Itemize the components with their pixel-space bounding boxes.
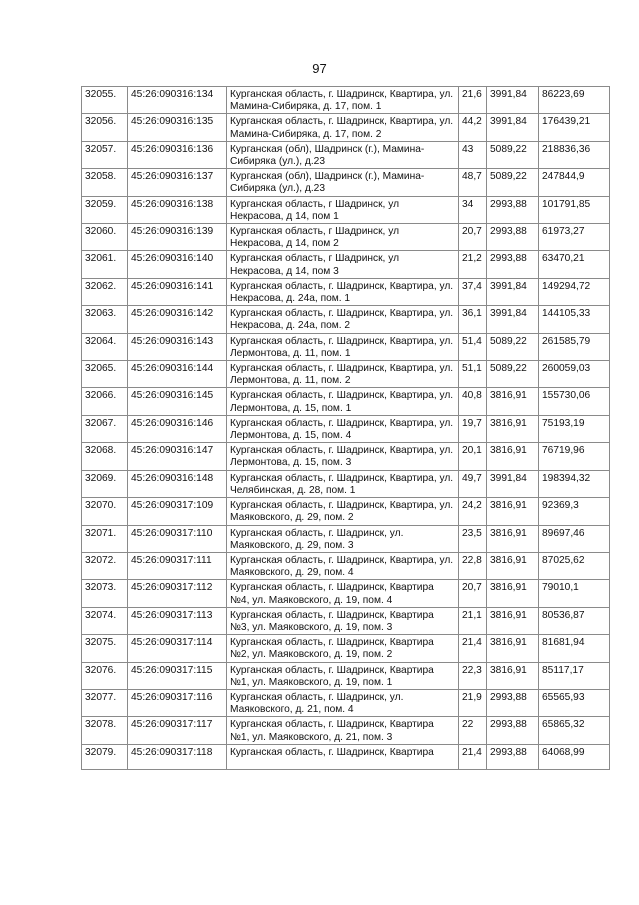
price-per-unit-cell: 2993,88 (487, 196, 539, 223)
area-cell: 43 (459, 141, 487, 168)
address-cell: Курганская область, г. Шадринск, Квартира, ул. Маяковского, д. 29, пом. 4 (227, 552, 459, 579)
price-per-unit-cell: 3816,91 (487, 388, 539, 415)
cadastral-number-cell: 45:26:090316:138 (128, 196, 227, 223)
price-per-unit-cell: 3816,91 (487, 443, 539, 470)
address-cell: Курганская область, г. Шадринск, Квартира №4, ул. Маяковского, д. 19, пом. 4 (227, 580, 459, 607)
area-cell: 20,7 (459, 224, 487, 251)
address-cell: Курганская область, г. Шадринск, Квартира, ул. Лермонтова, д. 11, пом. 2 (227, 361, 459, 388)
row-number-cell: 32067. (82, 415, 128, 442)
price-per-unit-cell: 5089,22 (487, 169, 539, 196)
cadastral-value-cell: 149294,72 (539, 278, 610, 305)
address-cell: Курганская область, г Шадринск, ул Некрасова, д 14, пом 2 (227, 224, 459, 251)
row-number-cell: 32076. (82, 662, 128, 689)
address-cell: Курганская область, г. Шадринск, Квартира, ул. Некрасова, д. 24а, пом. 1 (227, 278, 459, 305)
row-number-cell: 32070. (82, 498, 128, 525)
price-per-unit-cell: 5089,22 (487, 141, 539, 168)
cadastral-number-cell: 45:26:090316:140 (128, 251, 227, 278)
cadastral-number-cell: 45:26:090316:148 (128, 470, 227, 497)
cadastral-number-cell: 45:26:090317:111 (128, 552, 227, 579)
price-per-unit-cell: 3816,91 (487, 635, 539, 662)
row-number-cell: 32055. (82, 87, 128, 114)
cadastral-number-cell: 45:26:090316:146 (128, 415, 227, 442)
price-per-unit-cell: 5089,22 (487, 361, 539, 388)
price-per-unit-cell: 2993,88 (487, 224, 539, 251)
address-cell: Курганская область, г Шадринск, ул Некрасова, д 14, пом 3 (227, 251, 459, 278)
cadastral-number-cell: 45:26:090317:112 (128, 580, 227, 607)
area-cell: 34 (459, 196, 487, 223)
table-row (82, 87, 610, 114)
cadastral-number-cell: 45:26:090316:144 (128, 361, 227, 388)
row-number-cell: 32069. (82, 470, 128, 497)
row-number-cell: 32066. (82, 388, 128, 415)
table-row (82, 607, 610, 634)
area-cell: 21,1 (459, 607, 487, 634)
cadastral-value-cell: 87025,62 (539, 552, 610, 579)
area-cell: 40,8 (459, 388, 487, 415)
cadastral-number-cell: 45:26:090317:110 (128, 525, 227, 552)
address-cell: Курганская область, г Шадринск, ул Некрасова, д 14, пом 1 (227, 196, 459, 223)
area-cell: 21,4 (459, 635, 487, 662)
area-cell: 24,2 (459, 498, 487, 525)
address-cell: Курганская область, г. Шадринск, Квартира №1, ул. Маяковского, д. 19, пом. 1 (227, 662, 459, 689)
address-cell: Курганская область, г. Шадринск, Квартира, ул. Лермонтова, д. 15, пом. 1 (227, 388, 459, 415)
cadastral-value-cell: 198394,32 (539, 470, 610, 497)
cadastral-number-cell: 45:26:090316:135 (128, 114, 227, 141)
price-per-unit-cell: 3991,84 (487, 306, 539, 333)
cadastral-value-cell: 261585,79 (539, 333, 610, 360)
row-number-cell: 32073. (82, 580, 128, 607)
cadastral-value-cell: 81681,94 (539, 635, 610, 662)
price-per-unit-cell: 2993,88 (487, 689, 539, 716)
row-number-cell: 32075. (82, 635, 128, 662)
row-number-cell: 32063. (82, 306, 128, 333)
cadastral-value-cell: 92369,3 (539, 498, 610, 525)
address-cell: Курганская область, г. Шадринск, ул. Маяковского, д. 29, пом. 3 (227, 525, 459, 552)
cadastral-value-cell: 89697,46 (539, 525, 610, 552)
area-cell: 21,4 (459, 744, 487, 770)
table-row (82, 662, 610, 689)
cadastral-number-cell: 45:26:090316:137 (128, 169, 227, 196)
address-cell: Курганская (обл), Шадринск (г.), Мамина-Сибиряка (ул.), д.23 (227, 169, 459, 196)
area-cell: 22 (459, 717, 487, 744)
cadastral-number-cell: 45:26:090317:114 (128, 635, 227, 662)
area-cell: 21,6 (459, 87, 487, 114)
table-row (82, 635, 610, 662)
price-per-unit-cell: 2993,88 (487, 744, 539, 770)
area-cell: 21,2 (459, 251, 487, 278)
area-cell: 36,1 (459, 306, 487, 333)
cadastral-number-cell: 45:26:090317:115 (128, 662, 227, 689)
row-number-cell: 32056. (82, 114, 128, 141)
cadastral-value-cell: 61973,27 (539, 224, 610, 251)
cadastral-value-cell: 79010,1 (539, 580, 610, 607)
table-row (82, 689, 610, 716)
page-number: 97 (312, 61, 327, 76)
area-cell: 44,2 (459, 114, 487, 141)
row-number-cell: 32061. (82, 251, 128, 278)
cadastral-value-cell: 85117,17 (539, 662, 610, 689)
table-row (82, 224, 610, 251)
row-number-cell: 32071. (82, 525, 128, 552)
address-cell: Курганская область, г. Шадринск, Квартира №2, ул. Маяковского, д. 19, пом. 2 (227, 635, 459, 662)
row-number-cell: 32074. (82, 607, 128, 634)
table-row (82, 333, 610, 360)
address-cell: Курганская область, г. Шадринск, Квартира, ул. Некрасова, д. 24а, пом. 2 (227, 306, 459, 333)
row-number-cell: 32057. (82, 141, 128, 168)
row-number-cell: 32077. (82, 689, 128, 716)
cadastral-value-cell: 144105,33 (539, 306, 610, 333)
row-number-cell: 32058. (82, 169, 128, 196)
area-cell: 20,1 (459, 443, 487, 470)
cadastral-value-cell: 155730,06 (539, 388, 610, 415)
cadastral-number-cell: 45:26:090317:113 (128, 607, 227, 634)
price-per-unit-cell: 2993,88 (487, 717, 539, 744)
cadastral-number-cell: 45:26:090316:141 (128, 278, 227, 305)
price-per-unit-cell: 3816,91 (487, 415, 539, 442)
table-row (82, 415, 610, 442)
address-cell: Курганская (обл), Шадринск (г.), Мамина-Сибиряка (ул.), д.23 (227, 141, 459, 168)
cadastral-value-cell: 65865,32 (539, 717, 610, 744)
area-cell: 23,5 (459, 525, 487, 552)
table-row (82, 361, 610, 388)
table-row (82, 552, 610, 579)
price-per-unit-cell: 3816,91 (487, 552, 539, 579)
area-cell: 48,7 (459, 169, 487, 196)
cadastral-number-cell: 45:26:090316:147 (128, 443, 227, 470)
area-cell: 22,3 (459, 662, 487, 689)
row-number-cell: 32064. (82, 333, 128, 360)
area-cell: 49,7 (459, 470, 487, 497)
address-cell: Курганская область, г. Шадринск, Квартира, ул. Лермонтова, д. 15, пом. 4 (227, 415, 459, 442)
table-row (82, 114, 610, 141)
cadastral-number-cell: 45:26:090316:139 (128, 224, 227, 251)
row-number-cell: 32068. (82, 443, 128, 470)
address-cell: Курганская область, г. Шадринск, Квартира (227, 744, 459, 770)
table-row (82, 306, 610, 333)
price-per-unit-cell: 3816,91 (487, 525, 539, 552)
table-row (82, 169, 610, 196)
row-number-cell: 32059. (82, 196, 128, 223)
cadastral-value-cell: 101791,85 (539, 196, 610, 223)
registry-table-body (82, 87, 610, 770)
price-per-unit-cell: 3991,84 (487, 87, 539, 114)
row-number-cell: 32065. (82, 361, 128, 388)
area-cell: 20,7 (459, 580, 487, 607)
row-number-cell: 32078. (82, 717, 128, 744)
address-cell: Курганская область, г. Шадринск, Квартира, ул. Мамина-Сибиряка, д. 17, пом. 1 (227, 87, 459, 114)
cadastral-value-cell: 63470,21 (539, 251, 610, 278)
table-row (82, 470, 610, 497)
cadastral-value-cell: 65565,93 (539, 689, 610, 716)
property-registry-table (81, 86, 610, 770)
address-cell: Курганская область, г. Шадринск, Квартира, ул. Маяковского, д. 29, пом. 2 (227, 498, 459, 525)
cadastral-number-cell: 45:26:090316:145 (128, 388, 227, 415)
cadastral-value-cell: 75193,19 (539, 415, 610, 442)
cadastral-value-cell: 76719,96 (539, 443, 610, 470)
table-row (82, 717, 610, 744)
table-row (82, 278, 610, 305)
table-row (82, 196, 610, 223)
address-cell: Курганская область, г. Шадринск, Квартира №1, ул. Маяковского, д. 21, пом. 3 (227, 717, 459, 744)
address-cell: Курганская область, г. Шадринск, Квартира, ул. Лермонтова, д. 15, пом. 3 (227, 443, 459, 470)
cadastral-number-cell: 45:26:090316:142 (128, 306, 227, 333)
area-cell: 51,4 (459, 333, 487, 360)
cadastral-number-cell: 45:26:090316:134 (128, 87, 227, 114)
cadastral-number-cell: 45:26:090316:136 (128, 141, 227, 168)
area-cell: 51,1 (459, 361, 487, 388)
cadastral-value-cell: 247844,9 (539, 169, 610, 196)
price-per-unit-cell: 3816,91 (487, 580, 539, 607)
price-per-unit-cell: 5089,22 (487, 333, 539, 360)
cadastral-number-cell: 45:26:090317:109 (128, 498, 227, 525)
cadastral-value-cell: 64068,99 (539, 744, 610, 770)
price-per-unit-cell: 3816,91 (487, 607, 539, 634)
price-per-unit-cell: 2993,88 (487, 251, 539, 278)
cadastral-value-cell: 86223,69 (539, 87, 610, 114)
cadastral-value-cell: 80536,87 (539, 607, 610, 634)
price-per-unit-cell: 3816,91 (487, 662, 539, 689)
cadastral-value-cell: 176439,21 (539, 114, 610, 141)
row-number-cell: 32060. (82, 224, 128, 251)
price-per-unit-cell: 3991,84 (487, 114, 539, 141)
address-cell: Курганская область, г. Шадринск, Квартира, ул. Челябинская, д. 28, пом. 1 (227, 470, 459, 497)
table-row (82, 744, 610, 770)
cadastral-number-cell: 45:26:090317:118 (128, 744, 227, 770)
row-number-cell: 32079. (82, 744, 128, 770)
table-row (82, 251, 610, 278)
price-per-unit-cell: 3816,91 (487, 498, 539, 525)
cadastral-number-cell: 45:26:090317:117 (128, 717, 227, 744)
cadastral-value-cell: 218836,36 (539, 141, 610, 168)
address-cell: Курганская область, г. Шадринск, ул. Маяковского, д. 21, пом. 4 (227, 689, 459, 716)
cadastral-value-cell: 260059,03 (539, 361, 610, 388)
cadastral-number-cell: 45:26:090317:116 (128, 689, 227, 716)
table-row (82, 525, 610, 552)
table-row (82, 580, 610, 607)
row-number-cell: 32062. (82, 278, 128, 305)
address-cell: Курганская область, г. Шадринск, Квартира, ул. Мамина-Сибиряка, д. 17, пом. 2 (227, 114, 459, 141)
address-cell: Курганская область, г. Шадринск, Квартира №3, ул. Маяковского, д. 19, пом. 3 (227, 607, 459, 634)
area-cell: 22,8 (459, 552, 487, 579)
table-row (82, 498, 610, 525)
area-cell: 21,9 (459, 689, 487, 716)
price-per-unit-cell: 3991,84 (487, 470, 539, 497)
table-row (82, 443, 610, 470)
area-cell: 19,7 (459, 415, 487, 442)
table-row (82, 388, 610, 415)
area-cell: 37,4 (459, 278, 487, 305)
address-cell: Курганская область, г. Шадринск, Квартира, ул. Лермонтова, д. 11, пом. 1 (227, 333, 459, 360)
table-row (82, 141, 610, 168)
cadastral-number-cell: 45:26:090316:143 (128, 333, 227, 360)
price-per-unit-cell: 3991,84 (487, 278, 539, 305)
row-number-cell: 32072. (82, 552, 128, 579)
